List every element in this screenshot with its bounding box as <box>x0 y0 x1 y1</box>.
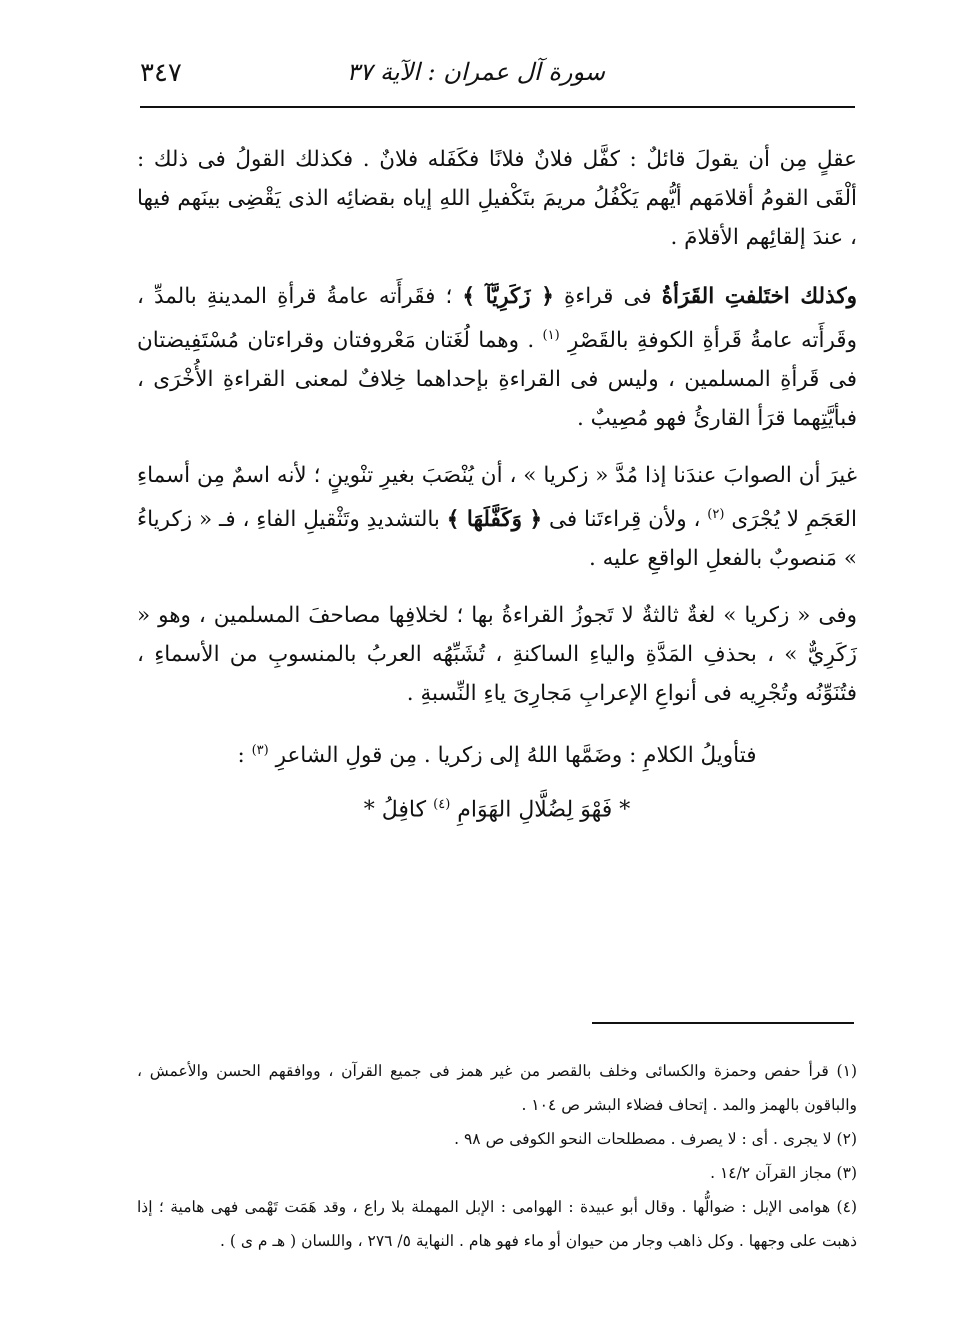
page-header <box>140 58 855 98</box>
footnote-4: (٤) هوامى الإبل : ضوالُّها . وقال أبو عبيدة : الهوامى : الإبل المهملة بلا راع ، وقد هَمَت تَهْمى فهى هامية ؛ إذا ذهبت على وجهها . وكل ذاهب وجار من حيوان أو ماء فهو هام . النهاية ٥/ ٢٧٦ ، واللسان ( هـ م ى ) . <box>137 1198 857 1250</box>
text-run: بالتشديدِ وتَثْقيلِ الفاءِ ، فـ « زكرياءُ » مَنصوبٌ بالفعلِ الواقعِ عليه . <box>137 507 857 572</box>
text-run: ، ولأن قِراءتَنا فى <box>548 507 701 533</box>
text-run: . وهما لُغَتان مَعْروفتان وقراءتان مُسْتَفِيضتان فى قَرأةِ المسلمين ، وليس فى القراءةِ بإحداهما خِلافٌ لمعنى القراءةِ الأُخْرَى ، فبأيَّتِهما قرَأ القارئُ فهو مُصِيبٌ . <box>137 328 857 432</box>
page-number: ٣٤٧ <box>140 58 182 88</box>
paragraph-1: عقلٍ مِن أن يقولَ قائلٌ : كفَّل فلانٌ فلانًا فكَفَله فلانٌ . فكذلك القولُ فى ذلك : ألْقَى القومُ أقلامَهم أيُّهم يَكْفُلُ مريمَ بتَكْفيلِ اللهِ إياه بقضائِه الذى يَقْضِى بينَهم فيها ، عندَ إلقائِهم الأقلامَ . <box>137 147 857 250</box>
text-run: ؛ فقَرأَته عامةُ قرأةِ المدينةِ بالمدِّ ، وقَرأَته عامةُ قَرأةِ الكوفةِ بالقَصْرِ <box>137 284 857 354</box>
footnote-3: (٣) مجاز القرآن ١٤/٢ . <box>710 1164 857 1182</box>
quran-quote: ﴿ زَكَرِيَّآ ﴾ <box>462 284 554 309</box>
paragraph-lead: وكذلك اختَلفتِ القَرَأةُ <box>661 284 857 309</box>
verse-text: كافِلُ * <box>363 797 427 823</box>
footnote-ref: (٢) <box>707 507 725 523</box>
poetry-verse <box>137 785 857 829</box>
paragraph-4: وفى « زكريا » لغةٌ ثالثةٌ لا تَجوزُ القراءةُ بها ؛ لخلافِها مصاحفَ المسلمين ، وهو « زَكَرِيٌّ » ، بحذفِ المَدَّةِ والياءِ الساكنةِ ، تُشَبِّهُه العربُ بالمنسوبِ من الأسماءِ ، فتُنَوِّنُه وتُجْرِيه فى أنواعِ الإعرابِ مَجارِىَ ياءِ النِّسبةِ . <box>137 603 857 707</box>
verse-text: * فَهْوَ لِضُلَّالِ الهَوَامِ <box>457 797 631 823</box>
quran-quote: ﴿ وَكَفَّلَهَا ﴾ <box>446 507 543 533</box>
text-run: فتأويلُ الكلامِ : وضَمَّها اللهُ إلى زكريا . مِن قولِ الشاعرِ <box>275 743 757 769</box>
footnote-rule <box>592 1022 854 1024</box>
text-run: فى قراءةِ <box>563 284 652 309</box>
text-run: : <box>237 743 245 769</box>
footnote-1: (١) قرأ حفص وحمزة والكسائى وخلف بالقصر من غير همز فى جميع القرآن ، ووافقهم الحسن والأعمش ، والباقون بالهمز والمد . إتحاف فضلاء البشر ص ١٠٤ . <box>137 1062 857 1114</box>
footnote-2: (٢) لا يجرى . أى : لا يصرف . مصطلحات النحو الكوفى ص ٩٨ . <box>454 1130 857 1148</box>
footnote-ref: (٤) <box>433 797 451 813</box>
running-head: سورة آل عمران : الآية ٣٧ <box>346 58 605 86</box>
paragraph-3 <box>137 456 857 578</box>
footnote-ref: (٣) <box>251 743 269 759</box>
text-run: غيرَ أن الصوابَ عندَنا إذا مُدَّ « زكريا » ، أن يُنْصَبَ بغيرِ تنْوينٍ ؛ لأنه اسمٌ مِن أسماءِ العَجَمِ لا يُجْرَى <box>137 463 857 533</box>
paragraph-2 <box>137 277 857 438</box>
paragraph-5 <box>137 731 857 775</box>
footnote-ref: (١) <box>542 328 560 343</box>
main-text <box>137 140 857 852</box>
header-rule <box>140 106 855 108</box>
footnotes <box>137 1054 857 1258</box>
